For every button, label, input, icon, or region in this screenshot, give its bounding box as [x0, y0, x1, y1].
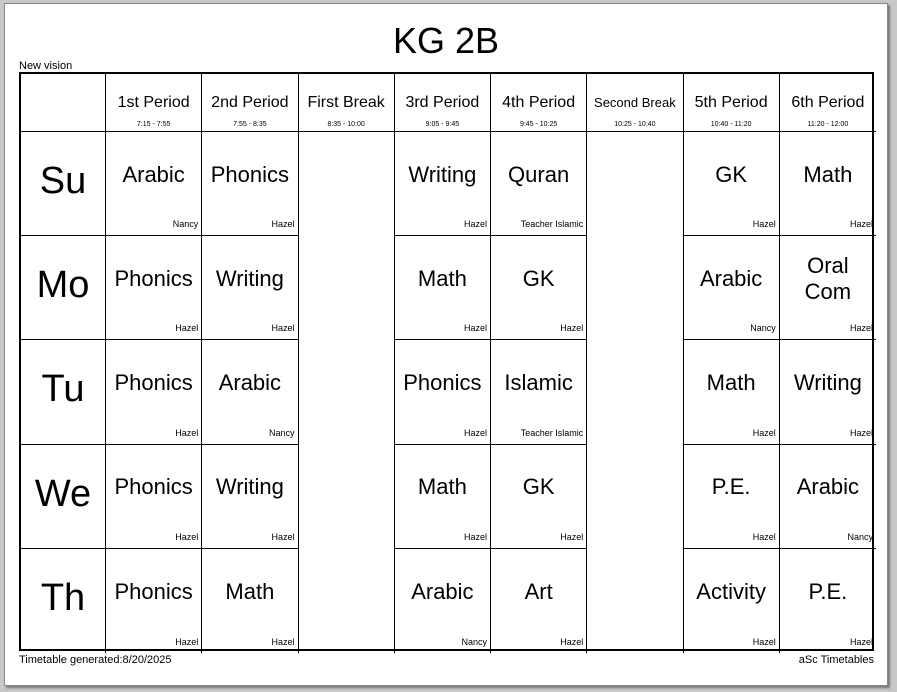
day-label: Su	[39, 160, 87, 202]
lesson-subject-text: Phonics	[114, 265, 193, 291]
lesson-teacher: Hazel	[849, 427, 873, 438]
period-time: 7:55 - 8:35	[233, 121, 267, 128]
period-name: Second Break	[594, 95, 676, 110]
lesson-cell	[202, 340, 298, 444]
lesson-subject-text: P.E.	[711, 474, 751, 500]
lesson-subject	[202, 132, 297, 217]
lesson-subject-text: Writing	[793, 369, 862, 395]
day-label: Tu	[41, 368, 85, 411]
lesson-cell	[202, 445, 298, 549]
lesson-teacher: Hazel	[463, 427, 487, 438]
lesson-teacher: Hazel	[752, 219, 776, 230]
lesson-teacher: Teacher Islamic	[520, 219, 584, 230]
lesson-subject-text: P.E.	[808, 578, 848, 604]
lesson-subject-text: Arabic	[218, 369, 282, 395]
lesson-teacher: Hazel	[849, 219, 873, 230]
lesson-teacher: Nancy	[847, 531, 873, 542]
lesson-subject-text: Writing	[215, 474, 284, 500]
lesson-subject-text: GK	[715, 161, 748, 187]
day-cell	[21, 549, 106, 653]
period-time: 9:05 - 9:45	[425, 121, 460, 128]
lesson-teacher: Hazel	[175, 531, 199, 542]
generated-date: Timetable generated:8/20/2025	[19, 654, 172, 666]
lesson-cell	[684, 236, 780, 340]
lesson-cell	[780, 236, 876, 340]
lesson-subject	[780, 445, 876, 530]
lesson-cell	[395, 236, 491, 340]
lesson-subject-text: Phonics	[114, 578, 193, 604]
lesson-teacher: Nancy	[268, 427, 295, 438]
lesson-subject-text: Activity	[696, 578, 766, 604]
lesson-subject	[106, 445, 201, 530]
lesson-subject	[202, 236, 297, 321]
lesson-teacher: Hazel	[175, 636, 199, 647]
lesson-subject-text: Math	[706, 369, 756, 395]
lesson-cell	[106, 549, 202, 653]
lesson-teacher: Hazel	[849, 323, 873, 334]
period-name: 5th Period	[694, 94, 768, 111]
lesson-subject	[491, 445, 586, 530]
lesson-subject-text: Islamic	[504, 369, 573, 395]
lesson-subject	[780, 549, 876, 635]
break-column	[587, 132, 683, 653]
period-header	[106, 74, 202, 132]
lesson-cell	[202, 132, 298, 236]
lesson-cell	[395, 549, 491, 653]
lesson-subject	[684, 445, 779, 530]
day-label: Mo	[36, 264, 90, 307]
lesson-subject-text: Oral Com	[804, 252, 852, 304]
lesson-teacher: Hazel	[849, 636, 873, 647]
lesson-subject	[491, 132, 586, 217]
lesson-cell	[780, 549, 876, 653]
lesson-subject	[202, 549, 297, 635]
period-name: 6th Period	[791, 94, 865, 111]
lesson-teacher: Hazel	[463, 219, 487, 230]
lesson-cell	[491, 132, 587, 236]
lesson-subject	[395, 340, 490, 425]
lesson-subject	[491, 340, 586, 425]
lesson-subject	[395, 236, 490, 321]
lesson-teacher: Hazel	[752, 427, 776, 438]
period-header	[395, 74, 491, 132]
lesson-cell	[202, 549, 298, 653]
lesson-cell	[106, 340, 202, 444]
period-time: 11:20 - 12:00	[807, 121, 849, 128]
lesson-subject-text: Art	[524, 578, 553, 604]
lesson-cell	[106, 132, 202, 236]
timetable-page	[4, 3, 888, 686]
lesson-subject-text: Arabic	[796, 474, 860, 500]
lesson-cell	[395, 132, 491, 236]
lesson-teacher: Hazel	[271, 636, 295, 647]
period-header	[684, 74, 780, 132]
period-name: 1st Period	[117, 94, 190, 111]
lesson-subject	[684, 132, 779, 217]
lesson-subject	[395, 549, 490, 635]
lesson-subject-text: Math	[417, 474, 467, 500]
lesson-cell	[780, 445, 876, 549]
lesson-cell	[780, 340, 876, 444]
lesson-subject	[491, 549, 586, 635]
lesson-subject	[780, 340, 876, 425]
lesson-subject	[684, 236, 779, 321]
lesson-cell	[106, 236, 202, 340]
period-header	[587, 74, 683, 132]
period-time: 10:40 - 11:20	[710, 121, 752, 128]
lesson-cell	[684, 340, 780, 444]
lesson-teacher: Hazel	[560, 636, 584, 647]
lesson-subject-text: Writing	[215, 265, 284, 291]
lesson-cell	[684, 445, 780, 549]
lesson-teacher: Hazel	[175, 323, 199, 334]
lesson-subject-text: Phonics	[114, 474, 193, 500]
lesson-teacher: Hazel	[752, 531, 776, 542]
timetable-grid	[19, 72, 874, 651]
lesson-subject	[684, 549, 779, 635]
lesson-teacher: Hazel	[271, 323, 295, 334]
period-header	[202, 74, 298, 132]
lesson-subject-text: Math	[225, 578, 275, 604]
lesson-subject	[395, 132, 490, 217]
lesson-subject	[106, 236, 201, 321]
corner-cell	[21, 74, 106, 132]
lesson-subject	[395, 445, 490, 530]
lesson-subject-text: Arabic	[699, 265, 763, 291]
lesson-teacher: Hazel	[463, 531, 487, 542]
lesson-subject	[780, 132, 876, 217]
lesson-subject-text: Math	[803, 161, 853, 187]
lesson-teacher: Hazel	[752, 636, 776, 647]
period-header	[299, 74, 395, 132]
lesson-teacher: Hazel	[175, 427, 199, 438]
period-time: 7:15 - 7:55	[136, 121, 171, 128]
lesson-subject	[491, 236, 586, 321]
lesson-subject-text: Phonics	[403, 369, 482, 395]
lesson-cell	[106, 445, 202, 549]
lesson-subject-text: Math	[417, 265, 467, 291]
day-cell	[21, 132, 106, 236]
page-title: KG 2B	[392, 20, 500, 61]
day-label: We	[34, 472, 92, 515]
lesson-cell	[684, 132, 780, 236]
lesson-teacher: Hazel	[271, 219, 295, 230]
lesson-cell	[491, 549, 587, 653]
day-label: Th	[40, 576, 86, 619]
period-header	[491, 74, 587, 132]
period-header	[780, 74, 876, 132]
software-credit: aSc Timetables	[798, 654, 874, 666]
lesson-subject-text: Writing	[408, 161, 477, 187]
period-time: 8:35 - 10:00	[327, 121, 365, 128]
lesson-subject	[202, 445, 297, 530]
lesson-subject-text: GK	[522, 265, 555, 291]
lesson-teacher: Nancy	[461, 636, 487, 647]
lesson-teacher: Hazel	[271, 531, 295, 542]
day-cell	[21, 445, 106, 549]
lesson-subject-text: Phonics	[114, 369, 193, 395]
lesson-cell	[491, 340, 587, 444]
lesson-cell	[395, 445, 491, 549]
lesson-subject-text: Quran	[508, 161, 570, 187]
day-cell	[21, 340, 106, 444]
period-time: 10:25 - 10:40	[614, 121, 656, 128]
period-name: 4th Period	[502, 94, 576, 111]
break-column	[299, 132, 395, 653]
lesson-subject-text: GK	[522, 474, 555, 500]
lesson-subject	[106, 549, 201, 635]
lesson-cell	[202, 236, 298, 340]
lesson-teacher: Hazel	[463, 323, 487, 334]
lesson-subject-text: Arabic	[122, 161, 185, 187]
lesson-teacher: Hazel	[560, 531, 584, 542]
lesson-subject	[106, 132, 201, 217]
school-name: New vision	[19, 60, 73, 72]
lesson-subject	[202, 340, 297, 425]
lesson-subject-text: Arabic	[411, 578, 474, 604]
lesson-subject	[780, 236, 876, 321]
lesson-subject	[106, 340, 201, 425]
period-name: 2nd Period	[211, 94, 289, 111]
lesson-cell	[491, 445, 587, 549]
lesson-cell	[684, 549, 780, 653]
period-time: 9:45 - 10:25	[519, 121, 558, 128]
period-name: First Break	[307, 94, 385, 111]
lesson-cell	[395, 340, 491, 444]
lesson-teacher: Teacher Islamic	[520, 427, 584, 438]
lesson-cell	[491, 236, 587, 340]
period-name: 3rd Period	[405, 94, 480, 111]
lesson-subject	[684, 340, 779, 425]
lesson-teacher: Hazel	[560, 323, 584, 334]
lesson-teacher: Nancy	[750, 323, 776, 334]
lesson-teacher: Nancy	[172, 219, 199, 230]
lesson-subject-text: Phonics	[210, 161, 290, 187]
day-cell	[21, 236, 106, 340]
lesson-cell	[780, 132, 876, 236]
